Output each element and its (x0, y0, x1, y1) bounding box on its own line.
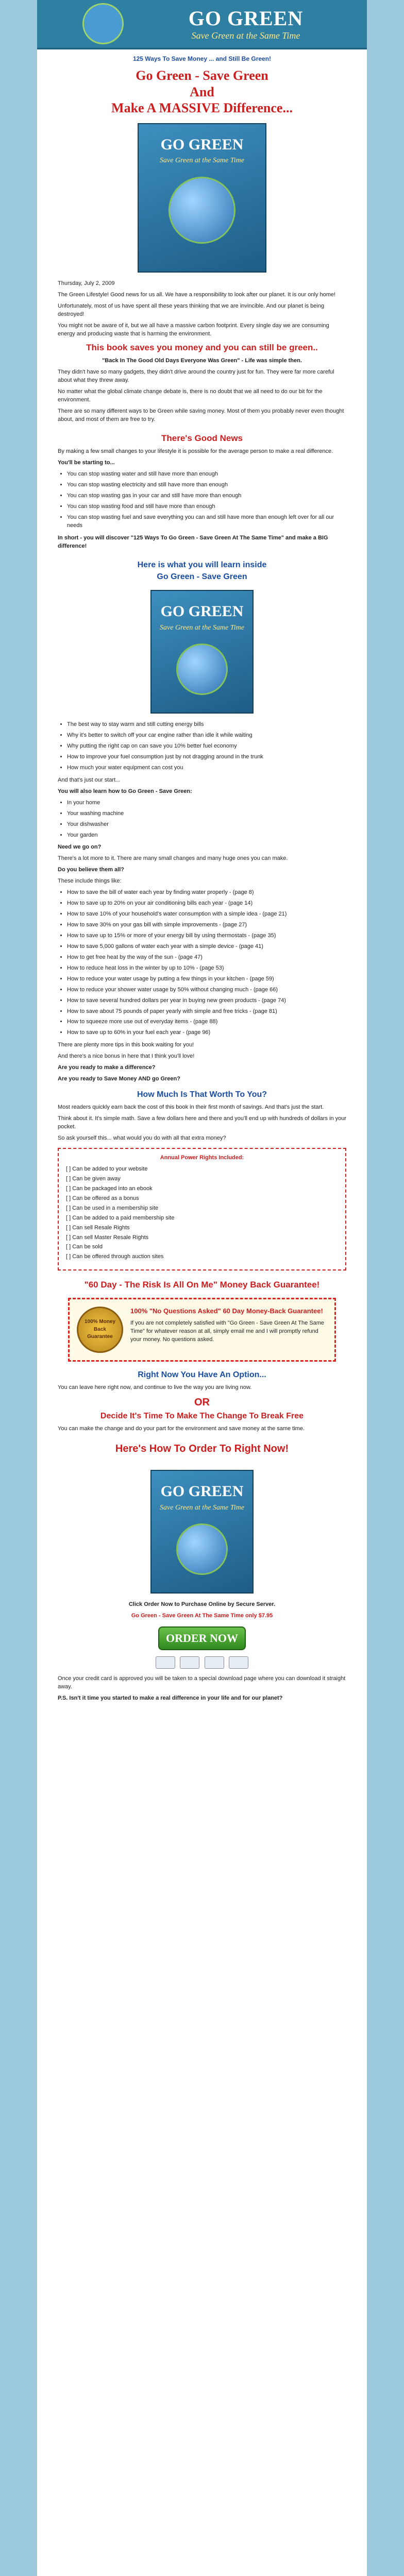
visa-card-icon (156, 1656, 175, 1669)
headline-line: And (190, 84, 214, 99)
callout: This book saves you money and you can still be green.. (86, 342, 318, 352)
letter-date: Thursday, July 2, 2009 (58, 280, 115, 286)
page (37, 0, 367, 2576)
paragraph: They didn't have so many gadgets, they didn't drive around the country just for fun. They were far more careful about what they threw away. (58, 369, 334, 384)
paragraph: You might not be aware of it, but we all have a massive carbon footprint. Every single day we are consuming energy and producing waste that is harming the environment. (58, 322, 329, 337)
list-item: • In your home (67, 799, 346, 807)
paragraph: Once your credit card is approved you will be taken to a special download page where you can download it straight away. (58, 1675, 346, 1690)
guarantee-head: 100% "No Questions Asked" 60 Day Money-Back Guarantee! (130, 1307, 323, 1315)
list-item: • Your dishwasher (67, 821, 346, 829)
ebook-cover-image (138, 123, 266, 273)
ebook-cover-image (150, 590, 254, 714)
earth-icon (169, 177, 235, 244)
guarantee-seal-icon: 100% Money Back Guarantee (77, 1307, 123, 1353)
list-item: • Your garden (67, 832, 346, 840)
discover-card-icon (229, 1656, 248, 1669)
paragraph: Do you believe them all? (58, 867, 124, 873)
logo-tagline: Save Green at the Same Time (191, 30, 300, 41)
rights-box (58, 1148, 346, 1270)
also-list (58, 799, 346, 840)
list-item: • How to save 10% of your household's water consumption with a simple idea - (page 21) (67, 910, 346, 919)
list-item: • How to save up to 20% on your air conditioning bills each year - (page 14) (67, 900, 346, 908)
order-instructions: Click Order Now to Purchase Online by Secure Server. (128, 1601, 276, 1608)
list-item: • Your washing machine (67, 810, 346, 818)
paragraph: Most readers quickly earn back the cost of this book in their first month of savings. And that's just the start. (58, 1104, 324, 1111)
mastercard-icon (180, 1656, 199, 1669)
list-item: • How to squeeze more use out of everyday items - (page 88) (67, 1018, 346, 1026)
section-title: Right Now You Have An Option... (138, 1370, 266, 1379)
list-item: • How to save 5,000 gallons of water each year with a simple device - (page 41) (67, 943, 346, 951)
or-divider: OR (194, 1397, 210, 1409)
paragraph: These include things like: (58, 878, 122, 885)
price-line: Go Green - Save Green At The Same Time only $7.95 (131, 1613, 273, 1619)
section-title: Decide It's Time To Make The Change To Break Free (100, 1412, 304, 1421)
title-line: Go Green - Save Green (157, 572, 247, 581)
list-item: • You can stop wasting gas in your car and still have more than enough (67, 492, 346, 500)
headline-line: Go Green - Save Green (136, 68, 268, 83)
list-item: [ ] Can be offered through auction sites (66, 1253, 164, 1260)
paragraph: And that's just our start... (58, 776, 121, 783)
payment-cards (58, 1656, 346, 1672)
list-item: [ ] Can be used in a membership site (66, 1205, 159, 1211)
paragraph: You'll be starting to... (58, 460, 115, 466)
question: Are you ready to make a difference? (58, 1064, 156, 1071)
earth-icon (176, 1523, 228, 1575)
ebook-subtitle: Save Green at the Same Time (160, 157, 244, 165)
list-item: • How to improve your fuel consumption just by not dragging around in the trunk (67, 753, 346, 761)
guarantee-box (68, 1298, 336, 1362)
title-line: Here is what you will learn inside (137, 560, 267, 569)
list-item: [ ] Can be packaged into an ebook (66, 1185, 153, 1192)
amex-card-icon (205, 1656, 224, 1669)
list-item: [ ] Can be offered as a bonus (66, 1195, 139, 1201)
list-item: • How to save several hundred dollars per year in buying new green products - (page 74) (67, 997, 346, 1005)
list-item: • How to save up to 15% or more of your energy bill by using thermostats - (page 35) (67, 932, 346, 940)
list-item: • How to save the bill of water each year by finding water properly - (page 8) (67, 889, 346, 897)
good-news-list (58, 470, 346, 530)
kicker: 125 Ways To Save Money ... and Still Be Green! (132, 55, 272, 62)
paragraph: Think about it. It's simple math. Save a few dollars here and there and you'll end up with hundreds of dollars in your pocket. (58, 1115, 347, 1130)
paragraph: There's a lot more to it. There are many small changes and many huge ones you can make. (58, 855, 288, 862)
ebook-title: GO GREEN (160, 603, 244, 620)
list-item: • How to reduce your water usage by putting a few things in your kitchen - (page 59) (67, 975, 346, 984)
list-item: • How to reduce heat loss in the winter by up to 10% - (page 53) (67, 964, 346, 973)
paragraph: You can leave here right now, and continue to live the way you are living now. (58, 1384, 252, 1391)
paragraph: So ask yourself this... what would you do with all that extra money? (58, 1135, 226, 1142)
list-item: • You can stop wasting fuel and save everything you can and still have more than enough left over for all our needs (67, 514, 346, 530)
list-item: [ ] Can sell Resale Rights (66, 1224, 130, 1231)
earth-icon (176, 643, 228, 695)
headline-line: Make A MASSIVE Difference... (111, 100, 293, 115)
list-item: • How to save 30% on your gas bill with simple improvements - (page 27) (67, 921, 346, 929)
tips-list (58, 889, 346, 1037)
paragraph: Need we go on? (58, 844, 102, 851)
list-item: • How to save up to 60% in your fuel each year - (page 96) (67, 1029, 346, 1037)
site-logo (135, 6, 357, 41)
list-item: • How to save about 75 pounds of paper yearly with simple and free tricks - (page 81) (67, 1008, 346, 1016)
guarantee-body: If you are not completely satisfied with "Go Green - Save Green At The Same Time" for whatever reason at all, simply email me and I will promptly refund your money. No questions asked. (130, 1319, 325, 1343)
list-item: [ ] Can be added to a paid membership site (66, 1214, 175, 1221)
guarantee-title: "60 Day - The Risk Is All On Me" Money Back Guarantee! (84, 1280, 320, 1290)
order-title: Here's How To Order To Right Now! (115, 1443, 289, 1455)
paragraph: There are plenty more tips in this book waiting for you! (58, 1042, 194, 1048)
ebook-title: GO GREEN (160, 1483, 244, 1500)
list-item: • How to reduce your shower water usage by 50% without changing much - (page 66) (67, 986, 346, 994)
ebook-title: GO GREEN (160, 135, 244, 153)
ebook-subtitle: Save Green at the Same Time (160, 1503, 244, 1512)
rights-title: Annual Power Rights Included: (160, 1155, 244, 1161)
main-content (37, 49, 367, 1711)
inside-list (58, 721, 346, 772)
site-header (37, 0, 367, 49)
guarantee-text (130, 1307, 327, 1353)
paragraph: And there's a nice bonus in here that I think you'll love! (58, 1053, 195, 1060)
logo-title: GO GREEN (188, 7, 304, 30)
quote: "Back In The Good Old Days Everyone Was Green" - Life was simple then. (102, 358, 302, 364)
ebook-subtitle: Save Green at the Same Time (160, 623, 244, 632)
list-item: • Why putting the right cap on can save you 10% better fuel economy (67, 742, 346, 751)
paragraph: No matter what the global climate change debate is, there is no doubt that we all need to do our bit for the environment. (58, 388, 323, 403)
list-item: • You can stop wasting electricity and still have more than enough (67, 481, 346, 489)
paragraph: The Green Lifestyle! Good news for us all. We have a responsibility to look after our planet. It is our only home! (58, 291, 336, 298)
paragraph: By making a few small changes to your lifestyle it is possible for the average person to make a real difference. (58, 448, 333, 455)
paragraph: In short - you will discover "125 Ways To Go Green - Save Green At The Same Time" and make a BIG difference! (58, 534, 328, 549)
postscript: P.S. Isn't it time you started to make a real difference in your life and for our planet? (58, 1694, 283, 1701)
list-item: [ ] Can be given away (66, 1175, 121, 1182)
list-item: • You can stop wasting water and still have more than enough (67, 470, 346, 479)
list-item: [ ] Can sell Master Resale Rights (66, 1234, 149, 1241)
section-title (58, 559, 346, 583)
paragraph: Unfortunately, most of us have spent all these years thinking that we are invincible. And our planet is being destroyed! (58, 302, 325, 317)
main-headline (58, 67, 346, 116)
list-item: • How to get free heat by the way of the sun - (page 47) (67, 954, 346, 962)
paragraph: There are so many different ways to be Green while saving money. Most of them you probably never even thought about, and most of them are free to try. (58, 408, 344, 422)
rights-checklist (66, 1165, 338, 1261)
question: Are you ready to Save Money AND go Green? (58, 1076, 180, 1082)
list-item: • You can stop wasting food and still have more than enough (67, 503, 346, 511)
list-item: • The best way to stay warm and still cutting energy bills (67, 721, 346, 729)
list-item: • How much your water equipment can cost you (67, 764, 346, 772)
list-item: • Why it's better to switch off your car engine rather than idle it while waiting (67, 732, 346, 740)
ebook-cover-image (150, 1470, 254, 1594)
globe-icon (82, 3, 124, 44)
section-title: How Much Is That Worth To You? (137, 1090, 267, 1099)
list-item: [ ] Can be sold (66, 1244, 103, 1250)
paragraph: You can make the change and do your part for the environment and save money at the same time. (58, 1426, 305, 1432)
list-item: [ ] Can be added to your website (66, 1165, 148, 1172)
paragraph: You will also learn how to Go Green - Save Green: (58, 788, 192, 794)
order-now-button[interactable]: ORDER NOW (158, 1626, 246, 1650)
section-title: There's Good News (161, 433, 243, 443)
